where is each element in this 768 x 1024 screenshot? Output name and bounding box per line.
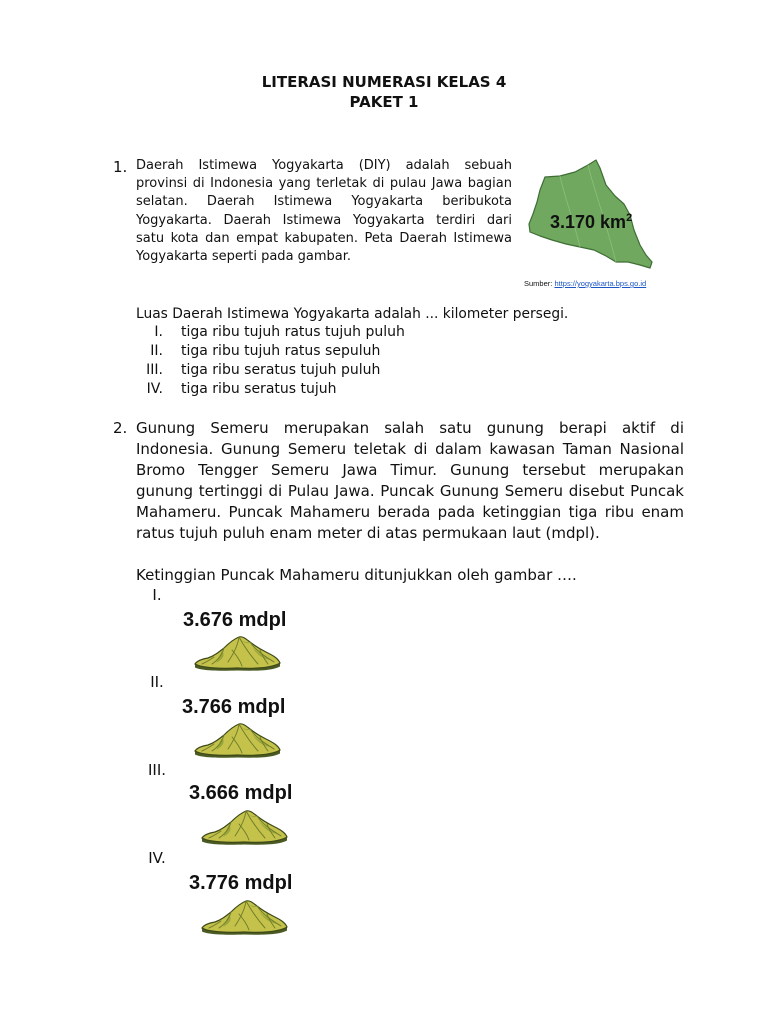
title-line-2: PAKET 1 xyxy=(349,93,419,111)
question-1-option xyxy=(133,342,553,361)
option-numeral: II. xyxy=(150,343,163,359)
paragraph-line: Yogyakarta. Daerah Istimewa Yogyakarta terdiri dari xyxy=(136,212,512,228)
paragraph-line: Daerah Istimewa Yogyakarta (DIY) adalah sebuah xyxy=(136,158,512,173)
option-numeral: III. xyxy=(146,362,163,378)
mountain-icon xyxy=(192,633,282,671)
question-2-number: 2. xyxy=(113,419,128,437)
map-area-value: 3.170 km xyxy=(550,212,627,232)
paragraph-line: Indonesia. Gunung Semeru teletak di dalam kawasan Taman Nasional xyxy=(136,439,684,458)
map-area-label xyxy=(550,212,632,232)
option-numeral: III. xyxy=(147,761,167,779)
paragraph-line: provinsi di Indonesia yang terletak di pulau Jawa bagian xyxy=(136,176,512,192)
option-numeral: I. xyxy=(154,324,163,340)
mountain-icon xyxy=(199,897,289,935)
option-numeral: I. xyxy=(152,586,162,604)
paragraph-line: satu kota dan empat kabupaten. Peta Daerah Istimewa xyxy=(136,230,512,246)
question-2-prompt: Ketinggian Puncak Mahameru ditunjukkan oleh gambar …. xyxy=(136,565,577,584)
mountain-icon xyxy=(199,807,289,845)
map-source-prefix: Sumber: xyxy=(524,279,553,288)
question-2-paragraph xyxy=(136,418,684,543)
paragraph-line: Gunung Semeru merupakan salah satu gunung berapi aktif di xyxy=(136,419,684,437)
map-source-link[interactable]: https://yogyakarta.bps.go.id xyxy=(554,279,647,288)
document-title xyxy=(0,72,768,112)
paragraph-line: Mahameru. Puncak Mahameru berada pada ketinggian tiga ribu enam xyxy=(136,502,684,521)
paragraph-line: Yogyakarta seperti pada gambar. xyxy=(136,249,352,265)
mountain-icon xyxy=(192,720,282,758)
map-area-superscript: 2 xyxy=(626,212,633,224)
altitude-label: 3.776 mdpl xyxy=(189,872,293,894)
paragraph-line: Bromo Tengger Semeru Jawa Timur. Gunung tersebut merupakan xyxy=(136,460,684,479)
altitude-label: 3.666 mdpl xyxy=(189,782,293,804)
altitude-label: 3.766 mdpl xyxy=(182,696,286,718)
map-source xyxy=(524,279,646,289)
option-numeral: IV. xyxy=(146,381,163,397)
question-1-paragraph xyxy=(136,157,512,266)
question-1-option xyxy=(133,361,553,380)
question-1-prompt: Luas Daerah Istimewa Yogyakarta adalah ... kilometer persegi. xyxy=(136,306,569,322)
option-numeral: II. xyxy=(150,673,164,691)
option-numeral: IV. xyxy=(148,849,166,867)
question-1-number: 1. xyxy=(113,158,128,176)
option-text: tiga ribu seratus tujuh puluh xyxy=(181,362,381,378)
altitude-label: 3.676 mdpl xyxy=(183,609,287,631)
title-line-1: LITERASI NUMERASI KELAS 4 xyxy=(261,73,507,91)
paragraph-line: gunung tertinggi di Pulau Jawa. Puncak Gunung Semeru disebut Puncak xyxy=(136,481,684,500)
question-1-option xyxy=(133,323,553,342)
option-text: tiga ribu tujuh ratus sepuluh xyxy=(181,343,381,359)
paragraph-line: ratus tujuh puluh enam meter di atas permukaan laut (mdpl). xyxy=(136,523,600,542)
option-text: tiga ribu tujuh ratus tujuh puluh xyxy=(181,324,405,340)
paragraph-line: selatan. Daerah Istimewa Yogyakarta beribukota xyxy=(136,194,512,210)
question-1-option xyxy=(133,380,553,399)
option-text: tiga ribu seratus tujuh xyxy=(181,381,337,397)
